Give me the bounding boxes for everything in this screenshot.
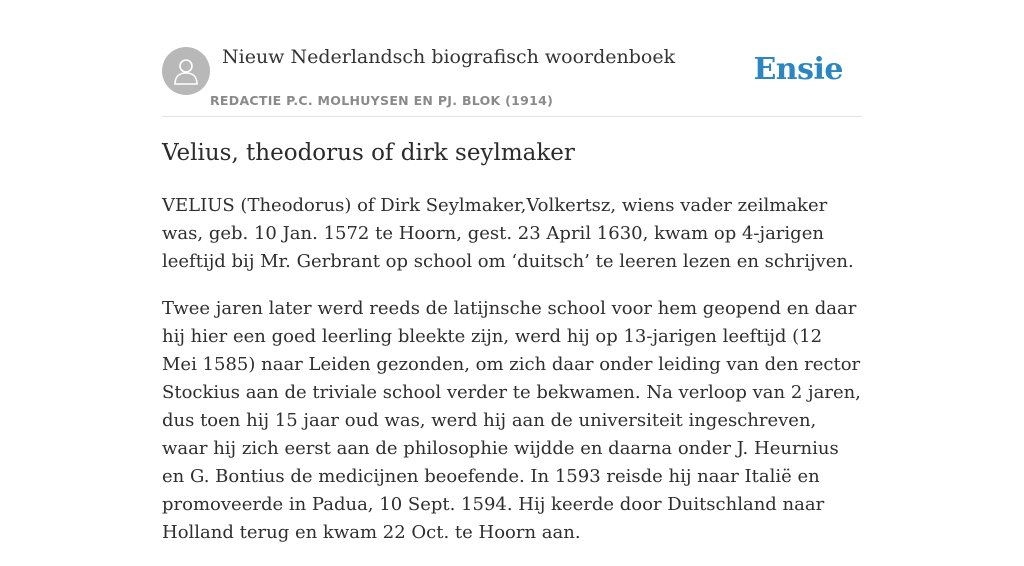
article-paragraph: Twee jaren later werd reeds de latijnsche school voor hem geopend en daar hij hier een goed leerling bleekte zijn, werd hij op 13-jarigen leeftijd (12 Mei 1585) naar Leiden gezonden, om zich daar onder leiding van den rector Stockius aan de triviale school verder te bekwamen. Na verloop van 2 jaren, dus toen hij 15 jaar oud was, werd hij aan de universiteit ingeschreven, waar hij zich eerst aan de philosophie wijdde en daarna onder J. Heurnius en G. Bontius de medicijnen beoefende. In 1593 reisde hij naar Italië en promoveerde in Padua, 10 Sept. 1594. Hij keerde door Duitschland naar Holland terug en kwam 22 Oct. te Hoorn aan.	[162, 298, 861, 543]
page-header	[162, 46, 862, 117]
book-avatar[interactable]	[162, 47, 210, 95]
article-title: Velius, theodorus of dirk seylmaker	[162, 140, 575, 166]
user-icon	[172, 56, 200, 86]
book-editors: REDACTIE P.C. MOLHUYSEN EN PJ. BLOK (1914)	[210, 93, 554, 108]
book-title[interactable]: Nieuw Nederlandsch biografisch woordenboek	[222, 46, 676, 68]
article-content	[162, 192, 862, 566]
article-paragraph: VELIUS (Theodorus) of Dirk Seylmaker,Volkertsz, wiens vader zeilmaker was, geb. 10 Jan. 1572 te Hoorn, gest. 23 April 1630, kwam op 4-jarigen leeftijd bij Mr. Gerbrant op school om ‘duitsch’ te leeren lezen en schrijven.	[162, 195, 854, 272]
ensie-logo[interactable]: Ensie	[753, 52, 843, 87]
